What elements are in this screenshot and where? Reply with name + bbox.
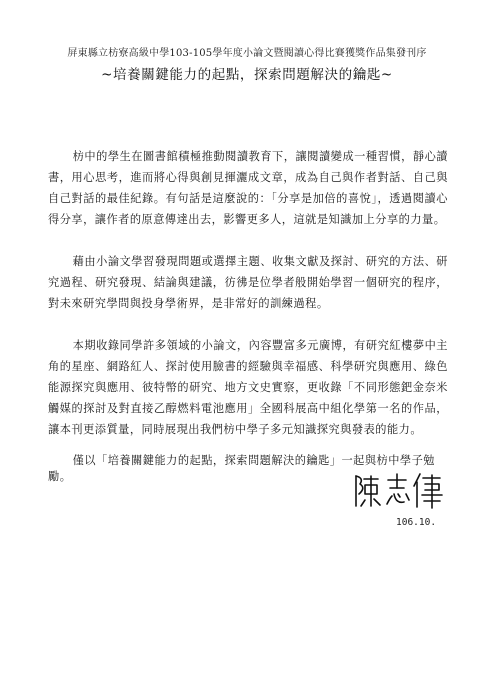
paragraph-2: 藉由小論文學習發現問題或選擇主題、收集文獻及探討、研究的方法、研究過程、研究發現、結論與建議，彷彿是位學者般開始學習一個研究的程序，對未來研究學問與投身學術界，是非常好的訓練過程。 bbox=[48, 255, 448, 310]
document-date: 106.10. bbox=[396, 517, 437, 528]
document-title: ~培養關鍵能力的起點，探索問題解決的鑰匙~ bbox=[101, 67, 393, 83]
closing-line: 僅以「培養關鍵能力的起點，探索問題解決的鑰匙」一起與枋中學子勉勵。 bbox=[48, 454, 435, 483]
document-body bbox=[48, 146, 448, 461]
document-header: 屏東縣立枋寮高級中學103-105學年度小論文暨閱讀心得比賽獲獎作品集發刊序 bbox=[67, 48, 427, 59]
handwritten-signature bbox=[350, 470, 446, 510]
paragraph-1: 枋中的學生在圖書館積極推動閱讀教育下，讓閱讀變成一種習慣，靜心讀書，用心思考，進而將心得與創見揮灑成文章，成為自己與作者對話、自己與自己對話的最佳紀錄。有句話是這麼說的：「分享是加倍的喜悅」，透過閱讀心得分享，讓作者的原意傳達出去，影響更多人，這就是知識加上分享的力量。 bbox=[48, 150, 448, 226]
paragraph-3: 本期收錄同學許多領域的小論文，內容豐富多元廣博，有研究紅樓夢中主角的星座、網路紅人、探討使用臉書的經驗與幸福感、科學研究與應用、綠色能源探究與應用、彼特幣的研究、地方文史實察，更收錄「不同形態鈀金奈米觸媒的探討及對直接乙醇燃料電池應用」全國科展高中組化學第一名的作品，讓本刊更添質量，同時展現出我們枋中學子多元知識探究與發表的能力。 bbox=[48, 339, 448, 436]
